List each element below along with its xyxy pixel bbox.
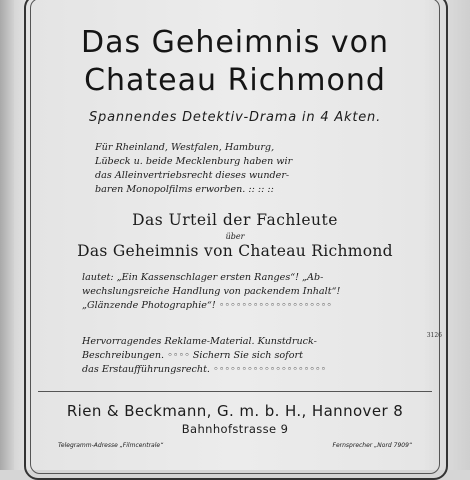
telegram-address: Telegramm-Adresse „Filmcentrale“: [58, 442, 164, 449]
page-edge-shadow: [0, 0, 14, 470]
phone-number: Fernsprecher „Nord 7909“: [332, 442, 412, 449]
street-address: Bahnhofstrasse 9: [181, 422, 289, 436]
paragraph-line: wechslungsreiche Handlung von packendem Inhalt“!: [82, 286, 341, 297]
paragraph-line: baren Monopolfilms erworben. :: :: ::: [95, 184, 274, 195]
advert-content: [38, 24, 432, 449]
reference-number: 3126: [426, 332, 442, 339]
contact-footer: [58, 442, 412, 449]
verdict-heading: Das Urteil der Fachleute: [132, 211, 338, 229]
paragraph-line: Hervorragendes Reklame-Material. Kunstdruck-: [82, 336, 317, 347]
main-title: [38, 24, 432, 100]
paragraph-line: lautet: „Ein Kassenschlager ersten Ranges“! „Ab-: [82, 272, 324, 283]
paragraph-line: das Erstaufführungsrecht. ◦◦◦◦◦◦◦◦◦◦◦◦◦◦◦◦◦◦◦◦: [82, 364, 327, 375]
distribution-paragraph: [95, 141, 375, 197]
paragraph-line: Beschreibungen. ◦◦◦◦ Sichern Sie sich sofort: [82, 350, 303, 361]
subtitle: Spannendes Detektiv-Drama in 4 Akten.: [88, 110, 382, 125]
company-name: Rien & Beckmann, G. m. b. H., Hannover 8: [66, 402, 404, 420]
paragraph-line: „Glänzende Photographie“! ◦◦◦◦◦◦◦◦◦◦◦◦◦◦◦◦◦◦◦◦: [82, 300, 332, 311]
divider-line: [38, 391, 432, 392]
paragraph-line: das Alleinvertriebsrecht dieses wunder-: [95, 170, 290, 181]
main-title-line-1: Das Geheimnis von: [80, 25, 390, 60]
about-word: über: [225, 232, 245, 241]
reviews-paragraph: [82, 271, 388, 313]
paragraph-line: Lübeck u. beide Mecklenburg haben wir: [95, 156, 293, 167]
paragraph-line: Für Rheinland, Westfalen, Hamburg,: [95, 142, 275, 153]
material-paragraph: [82, 335, 388, 377]
main-title-line-2: Chateau Richmond: [84, 63, 386, 98]
title-repeat: Das Geheimnis von Chateau Richmond: [77, 242, 393, 260]
